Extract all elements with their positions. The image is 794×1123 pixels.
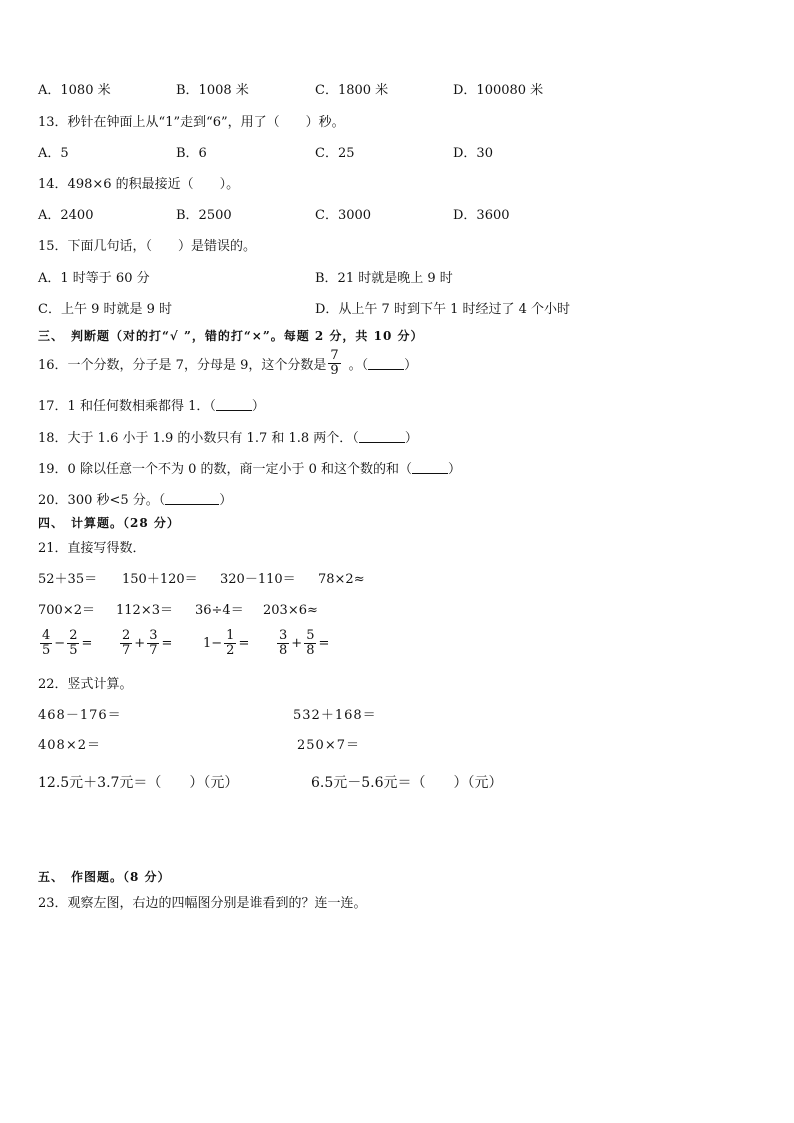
q22-money-2: 6.5元－5.6元＝（ ）（元） bbox=[311, 775, 503, 791]
q21-text: 21．直接写得数． bbox=[38, 541, 146, 556]
frac-b-eq: = bbox=[161, 636, 173, 651]
q20-paren-close: ） bbox=[219, 493, 233, 508]
q13-option-a: A．5 bbox=[38, 146, 69, 161]
frac-a-op: − bbox=[54, 636, 66, 651]
frac-d-n2: 5 bbox=[306, 628, 315, 643]
q14-option-c: C．3000 bbox=[315, 208, 372, 223]
frac-d-second bbox=[304, 629, 316, 658]
frac-b-n1: 2 bbox=[122, 628, 131, 643]
q22-text: 22．竖式计算。 bbox=[38, 677, 133, 692]
frac-b-d2: 7 bbox=[149, 643, 158, 658]
q12-option-b: B．1008 米 bbox=[176, 83, 249, 98]
frac-b-op: + bbox=[134, 636, 146, 651]
q19-paren-close: ） bbox=[448, 462, 462, 477]
q21-row2-item2: 112×3＝ bbox=[116, 603, 173, 618]
q14-option-b: B．2500 bbox=[176, 208, 232, 223]
frac-d-d2: 8 bbox=[306, 643, 315, 658]
q15-option-c: C．上午 9 时就是 9 时 bbox=[38, 302, 173, 317]
q15-option-b: B．21 时就是晚上 9 时 bbox=[315, 271, 453, 286]
q21-frac-a bbox=[38, 629, 92, 658]
q21-row1-item1: 52＋35＝ bbox=[38, 572, 98, 587]
q21-frac-d bbox=[275, 629, 329, 658]
q16-paren-open: 。（ bbox=[348, 358, 369, 373]
frac-c-n2: 1 bbox=[226, 628, 235, 643]
q13-option-b: B．6 bbox=[176, 146, 207, 161]
q15-text: 15．下面几句话，（ ）是错误的。 bbox=[38, 239, 257, 254]
section-5-heading: 五、 作图题。（8 分） bbox=[38, 870, 171, 884]
q17-text: 17．1 和任何数相乘都得 1．（ bbox=[38, 399, 216, 414]
frac-a-eq: = bbox=[81, 636, 93, 651]
q21-row2-item4: 203×6≈ bbox=[263, 603, 318, 618]
q12-option-c: C．1800 米 bbox=[315, 83, 389, 98]
q21-row1-item4: 78×2≈ bbox=[318, 572, 365, 587]
frac-c-lead: 1− bbox=[203, 636, 223, 651]
q16-line bbox=[38, 349, 417, 378]
q16-fraction bbox=[328, 349, 340, 378]
frac-a-n2: 2 bbox=[69, 628, 78, 643]
q21-row2-item3: 36÷4＝ bbox=[195, 603, 244, 618]
q22-money-1: 12.5元＋3.7元＝（ ）（元） bbox=[38, 775, 239, 791]
q12-option-a: A．1080 米 bbox=[38, 83, 111, 98]
frac-a-d2: 5 bbox=[69, 643, 78, 658]
q16-denominator: 9 bbox=[330, 363, 339, 378]
q16-text: 16．一个分数，分子是 7，分母是 9，这个分数是 bbox=[38, 358, 327, 373]
q13-option-c: C．25 bbox=[315, 146, 355, 161]
q21-row2-item1: 700×2＝ bbox=[38, 603, 95, 618]
q20-line bbox=[38, 489, 232, 508]
frac-b-n2: 3 bbox=[149, 628, 158, 643]
q16-answer-blank[interactable] bbox=[368, 357, 404, 370]
q22-expr-2: 532＋168＝ bbox=[293, 708, 377, 723]
q19-line bbox=[38, 458, 461, 477]
frac-c-second bbox=[224, 629, 236, 658]
frac-d-n1: 3 bbox=[279, 628, 288, 643]
frac-b-first bbox=[120, 629, 132, 658]
q20-text: 20．300 秒<5 分。（ bbox=[38, 493, 166, 508]
frac-b-second bbox=[147, 629, 159, 658]
q19-text: 19．0 除以任意一个不为 0 的数，商一定小于 0 和这个数的和（ bbox=[38, 462, 413, 477]
q22-expr-4: 250×7＝ bbox=[297, 738, 360, 753]
q14-text: 14．498×6 的积最接近（ ）。 bbox=[38, 177, 240, 192]
q18-line bbox=[38, 427, 418, 446]
section-3-heading: 三、 判断题（对的打“√ ”，错的打“×”。每题 2 分，共 10 分） bbox=[38, 329, 424, 343]
frac-a-second bbox=[67, 629, 79, 658]
q13-text: 13．秒针在钟面上从“1”走到“6”，用了（ ）秒。 bbox=[38, 115, 345, 130]
q12-option-d: D．100080 米 bbox=[453, 83, 544, 98]
q18-text: 18．大于 1.6 小于 1.9 的小数只有 1.7 和 1.8 两个．（ bbox=[38, 431, 359, 446]
q21-frac-b bbox=[118, 629, 172, 658]
q17-answer-blank[interactable] bbox=[216, 398, 252, 411]
frac-d-d1: 8 bbox=[279, 643, 288, 658]
q15-option-d: D．从上午 7 时到下午 1 时经过了 4 个小时 bbox=[315, 302, 571, 317]
q14-option-d: D．3600 bbox=[453, 208, 510, 223]
q15-option-a: A．1 时等于 60 分 bbox=[38, 271, 150, 286]
q17-paren-close: ） bbox=[251, 399, 265, 414]
frac-d-first bbox=[277, 629, 289, 658]
q16-numerator: 7 bbox=[330, 348, 339, 363]
frac-b-d1: 7 bbox=[122, 643, 131, 658]
q21-row1-item3: 320－110＝ bbox=[220, 572, 296, 587]
frac-c-d2: 2 bbox=[226, 643, 235, 658]
q18-answer-blank[interactable] bbox=[359, 430, 405, 443]
q21-row1-item2: 150＋120＝ bbox=[122, 572, 198, 587]
q20-answer-blank[interactable] bbox=[165, 492, 219, 505]
frac-a-first bbox=[40, 629, 52, 658]
frac-d-op: + bbox=[291, 636, 303, 651]
frac-a-d1: 5 bbox=[42, 643, 51, 658]
q19-answer-blank[interactable] bbox=[412, 461, 448, 474]
q16-paren-close: ） bbox=[404, 358, 418, 373]
q22-expr-3: 408×2＝ bbox=[38, 738, 101, 753]
frac-a-n1: 4 bbox=[42, 628, 51, 643]
q17-line bbox=[38, 395, 265, 414]
q14-option-a: A．2400 bbox=[38, 208, 94, 223]
q13-option-d: D．30 bbox=[453, 146, 493, 161]
section-4-heading: 四、 计算题。（28 分） bbox=[38, 516, 180, 530]
frac-d-eq: = bbox=[318, 636, 330, 651]
q22-expr-1: 468－176＝ bbox=[38, 708, 122, 723]
q21-frac-c bbox=[203, 629, 249, 658]
q23-text: 23．观察左图，右边的四幅图分别是谁看到的？连一连。 bbox=[38, 896, 367, 911]
q18-paren-close: ） bbox=[404, 431, 418, 446]
frac-c-eq: = bbox=[238, 636, 250, 651]
